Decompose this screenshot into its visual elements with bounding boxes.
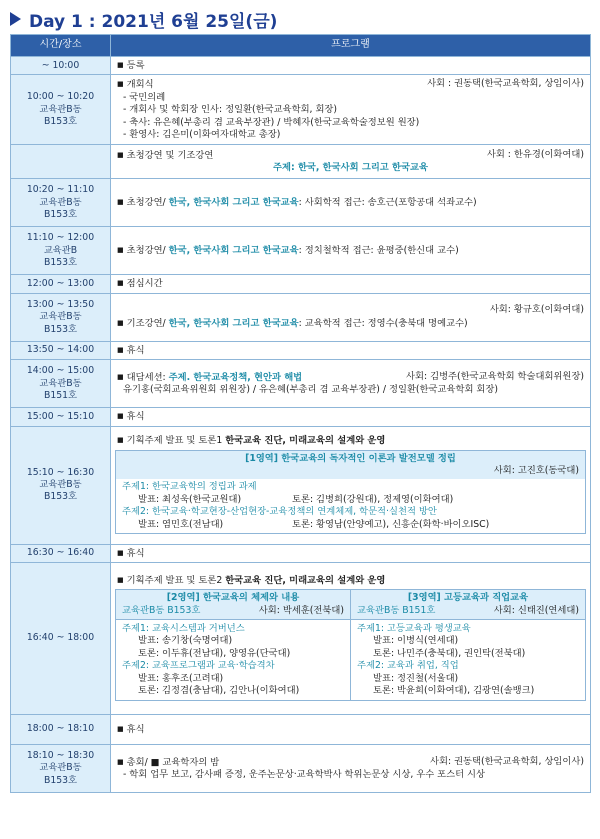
time-cell: 13:00 ~ 13:50 교육관B동 B153호	[11, 293, 111, 341]
time-cell: 11:10 ~ 12:00 교육관B B153호	[11, 227, 111, 275]
time-cell: 16:40 ~ 18:00	[11, 563, 111, 715]
time-cell: 14:00 ~ 15:00 교육관B동 B151호	[11, 360, 111, 408]
program-cell: ■ 휴식	[111, 408, 591, 426]
moderator-text: 사회 : 권동택(한국교육학회, 상임이사)	[427, 78, 584, 90]
program-cell: ■ 점심시간	[111, 275, 591, 293]
time-cell: 10:00 ~ 10:20 교육관B동 B153호	[11, 75, 111, 145]
schedule-table	[10, 34, 591, 793]
session-right: [3영역] 고등교육과 직업교육 교육관B동 B151호 사회: 신태진(연세대) 주제1: 고등교육과 평생교육 발표: 이병식(연세대) 토론: 나민주(충북대), 권인탁(전북대) 주제2: 교육과 취업, 직업 발표: 정진철(서울대) 토론: 박윤희(이화여대), 김광연(솔뱅크)	[350, 590, 585, 700]
program-cell: ■ 휴식	[111, 341, 591, 359]
table-row	[11, 408, 591, 426]
page-title	[10, 6, 277, 32]
program-cell: ■ 기획주제 발표 및 토론2 한국교육 진단, 미래교육의 설계와 운영 [2영역] 한국교육의 체제와 내용 교육관B동 B153호 사회: 박세훈(전북대) 주제1: 교육시스템과 거버넌스 발표: 송기창(숙명여대) 토론: 이두휴(전남대), 양영유(단국대) 주제2: 교육프로그램과 교육·학습격차 발표: 홍후조(고려대) 토론: 김정겸(충남대), 김안나(이화여대) [3영역] 고등교육과 직업교육 교육관B동 B151호 사회: 신태진(연세대) 주제1: 고등교육과 평생교육 발표: 이병식(연세대) 토론: 나민주(충북대), 권인탁(전북대) 주제2: 교육과 취업, 직업 발표: 정진철(서울대) 토론: 박윤희(이화여대), 김광연(솔뱅크)	[111, 563, 591, 715]
program-text: ■ 총회/ ■ 교육학자의 밤	[117, 756, 219, 769]
page-title-text: Day 1 : 2021년 6월 25일(금)	[29, 11, 278, 32]
column-header-time: 시간/장소	[11, 35, 111, 57]
program-cell: ■ 총회/ ■ 교육학자의 밤 사회: 권동택(한국교육학회, 상임이사) - 학회 업무 보고, 감사패 증정, 운주논문상·교육학박사 학위논문상 시상, 우수 포스터 시상	[111, 745, 591, 793]
moderator-text: 사회: 고진호(동국대)	[493, 465, 579, 477]
program-cell: 사회: 황규호(이화여대) ■ 기조강연/ 한국, 한국사회 그리고 한국교육: 교육학적 접근: 정영수(충북대 명예교수)	[111, 293, 591, 341]
time-cell	[11, 145, 111, 179]
program-cell	[111, 57, 591, 75]
session-box: [1영역] 한국교육의 독자적인 이론과 발전모델 정립 사회: 고진호(동국대) 주제1: 한국교육학의 정립과 과제 발표: 최성욱(한국교원대) 토론: 김병희(강원대), 정제영(이화여대) 주제2: 한국교육·학교현장-산업현장-교육정책의 연계체제, 학문적·실천적 방안 발표: 염민호(전남대) 토론: 황영남(안양예고), 신흥순(화학·바이오ISC)	[115, 450, 586, 534]
table-header-row	[11, 35, 591, 57]
program-text: ■ 초청강연 및 기조강연	[117, 149, 213, 162]
time-cell: 18:00 ~ 18:10	[11, 715, 111, 745]
program-cell: ■ 휴식	[111, 544, 591, 562]
table-row	[11, 544, 591, 562]
table-row	[11, 715, 591, 745]
moderator-text: 사회: 황규호(이화여대)	[489, 304, 584, 316]
time-cell: 12:00 ~ 13:00	[11, 275, 111, 293]
table-row	[11, 179, 591, 227]
table-row	[11, 745, 591, 793]
table-row	[11, 563, 591, 715]
triangle-bullet-icon	[10, 12, 21, 26]
table-row	[11, 426, 591, 544]
moderator-text: 사회: 권동택(한국교육학회, 상임이사)	[430, 755, 584, 767]
program-cell: ■ 초청강연 및 기조강연 사회 : 한유경(이화여대) 주제: 한국, 한국사회 그리고 한국교육	[111, 145, 591, 179]
time-cell: 10:20 ~ 11:10 교육관B동 B153호	[11, 179, 111, 227]
program-cell: ■ 초청강연/ 한국, 한국사회 그리고 한국교육: 사회학적 접근: 송호근(포항공대 석좌교수)	[111, 179, 591, 227]
time-cell: 18:10 ~ 18:30 교육관B동 B153호	[11, 745, 111, 793]
table-row	[11, 75, 591, 145]
program-text: ■ 등록	[117, 60, 145, 71]
session-left: [2영역] 한국교육의 체제와 내용 교육관B동 B153호 사회: 박세훈(전북대) 주제1: 교육시스템과 거버넌스 발표: 송기창(숙명여대) 토론: 이두휴(전남대), 양영유(단국대) 주제2: 교육프로그램과 교육·학습격차 발표: 홍후조(고려대) 토론: 김정겸(충남대), 김안나(이화여대)	[116, 590, 350, 700]
moderator-text: 사회 : 한유경(이화여대)	[486, 149, 584, 160]
table-row	[11, 360, 591, 408]
table-row	[11, 145, 591, 179]
table-row	[11, 293, 591, 341]
time-cell: ~ 10:00	[11, 57, 111, 75]
program-cell: ■ 초청강연/ 한국, 한국사회 그리고 한국교육: 정치철학적 접근: 윤평중(한신대 교수)	[111, 227, 591, 275]
program-cell: ■ 기획주제 발표 및 토론1 한국교육 진단, 미래교육의 설계와 운영 [1영역] 한국교육의 독자적인 이론과 발전모델 정립 사회: 고진호(동국대) 주제1: 한국교육학의 정립과 과제 발표: 최성욱(한국교원대) 토론: 김병희(강원대), 정제영(이화여대) 주제2: 한국교육·학교현장-산업현장-교육정책의 연계체제, 학문적·실천적 방안 발표: 염민호(전남대) 토론: 황영남(안양예고), 신흥순(화학·바이오ISC)	[111, 426, 591, 544]
time-cell: 16:30 ~ 16:40	[11, 544, 111, 562]
table-row	[11, 341, 591, 359]
time-cell: 15:10 ~ 16:30 교육관B동 B153호	[11, 426, 111, 544]
table-row	[11, 57, 591, 75]
program-cell: ■ 대담세션: 주제. 한국교육정책, 현안과 해법 사회: 김병주(한국교육학회 학술대회위원장) 유기홍(국회교육위원회 위원장) / 유은혜(부총리 겸 교육부장관) / 정일환(한국교육학회 회장)	[111, 360, 591, 408]
moderator-text: 사회: 김병주(한국교육학회 학술대회위원장)	[406, 370, 584, 382]
column-header-program: 프로그램	[111, 35, 591, 57]
session-columns	[115, 589, 586, 701]
table-row	[11, 275, 591, 293]
time-cell: 15:00 ~ 15:10	[11, 408, 111, 426]
table-row	[11, 227, 591, 275]
program-cell: ■ 개회식 사회 : 권동택(한국교육학회, 상임이사) - 국민의례 - 개회사 및 학회장 인사: 정일환(한국교육학회, 회장) - 축사: 유은혜(부총리 겸 교육부장관) / 박혜자(한국교육학술정보원 원장) - 환영사: 김은미(이화여자대학교 총장)	[111, 75, 591, 145]
program-text: ■ 개회식	[117, 78, 154, 91]
time-cell: 13:50 ~ 14:00	[11, 341, 111, 359]
program-cell: ■ 휴식	[111, 715, 591, 745]
